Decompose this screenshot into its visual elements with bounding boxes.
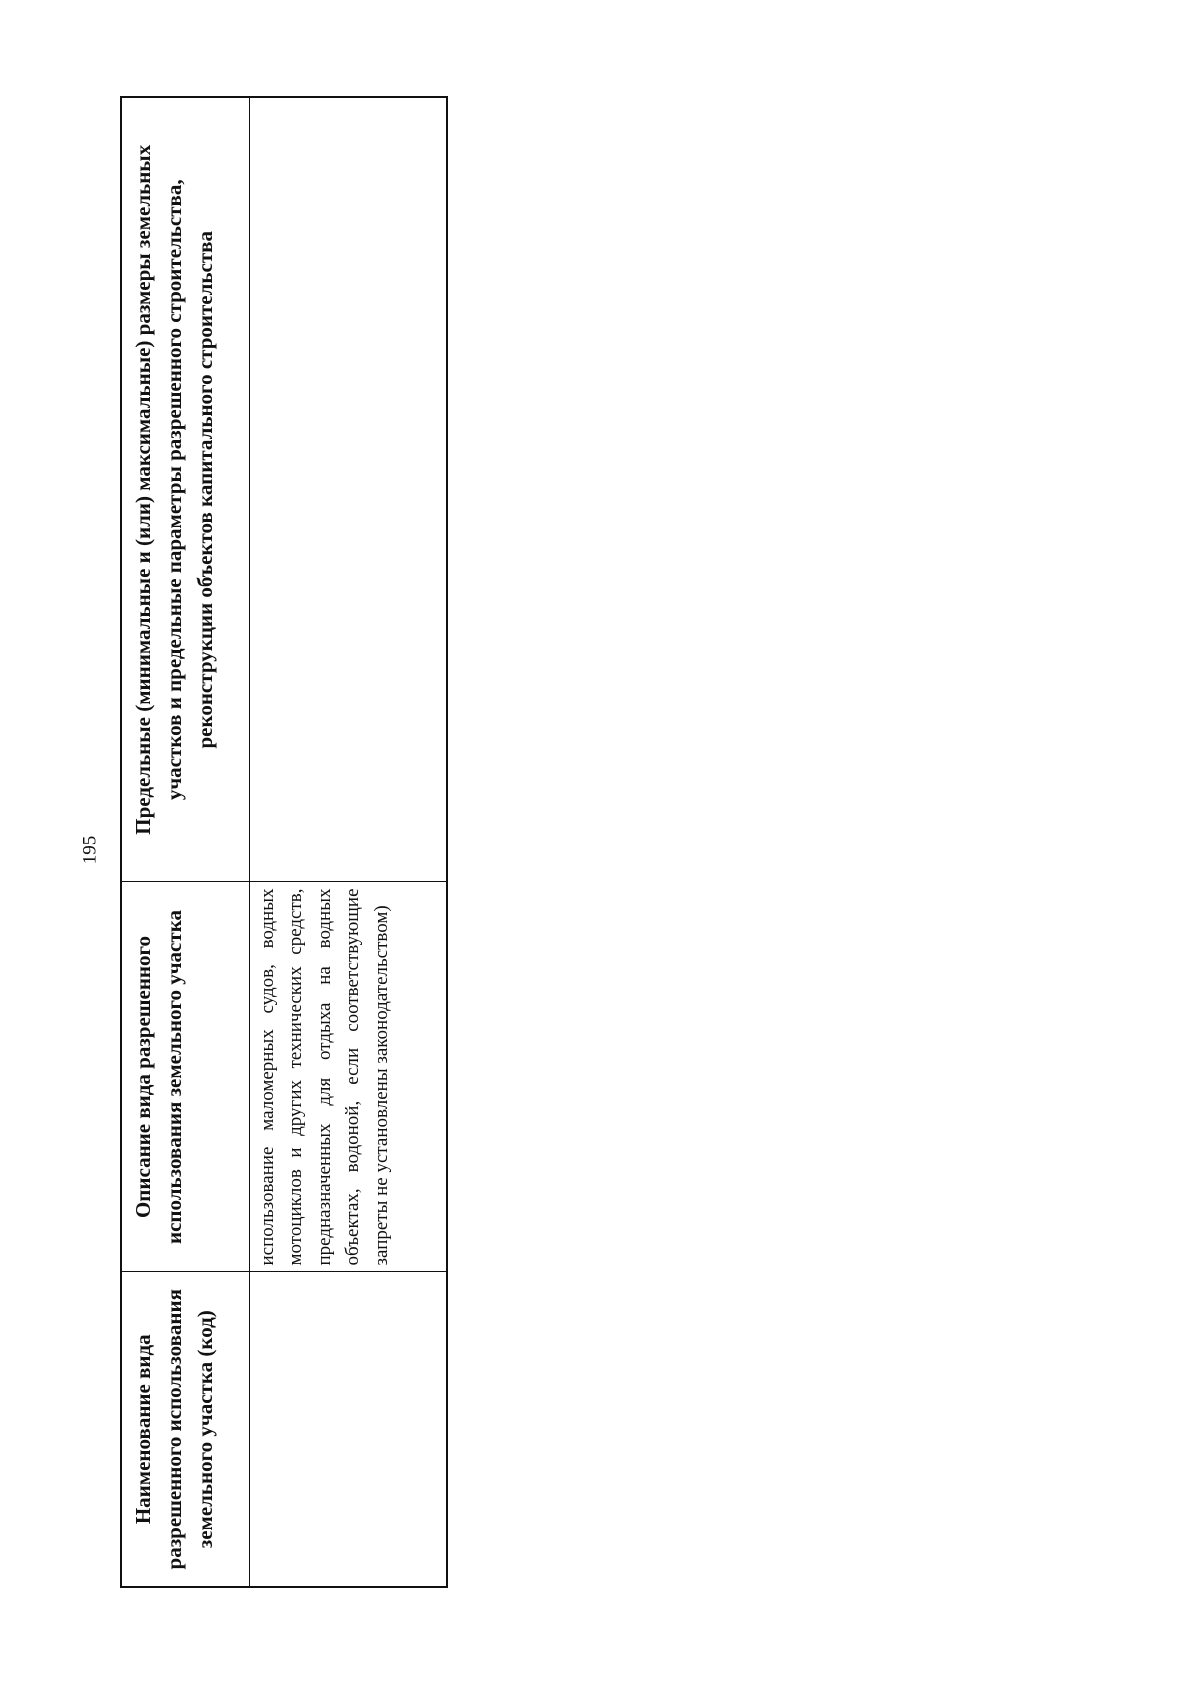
regulations-table-container	[120, 98, 446, 1588]
header-limit-parameters: Предельные (минимальные и (или) максимальные) размеры земельных участков и предельные параметры разрешенного строительства, реконструкции объектов капитального строительства	[121, 97, 249, 882]
cell-limit-parameters	[249, 97, 447, 882]
page-number	[75, 830, 105, 870]
cell-permitted-use-description: использование маломерных судов, водных мотоциклов и других технических средств, предназначенных для отдыха на водных объектах, водоной, если соответствующие запреты не установлены законодательством)	[249, 882, 447, 1272]
table-row	[249, 97, 447, 1587]
page-number-text: 195	[79, 835, 100, 865]
rotated-table-frame	[120, 98, 446, 1588]
regulations-table	[120, 96, 448, 1588]
header-permitted-use-name: Наименование вида разрешенного использования земельного участка (код)	[121, 1272, 249, 1587]
table-header-row	[121, 97, 249, 1587]
header-permitted-use-description: Описание вида разрешенного использования земельного участка	[121, 882, 249, 1272]
cell-permitted-use-name	[249, 1272, 447, 1587]
